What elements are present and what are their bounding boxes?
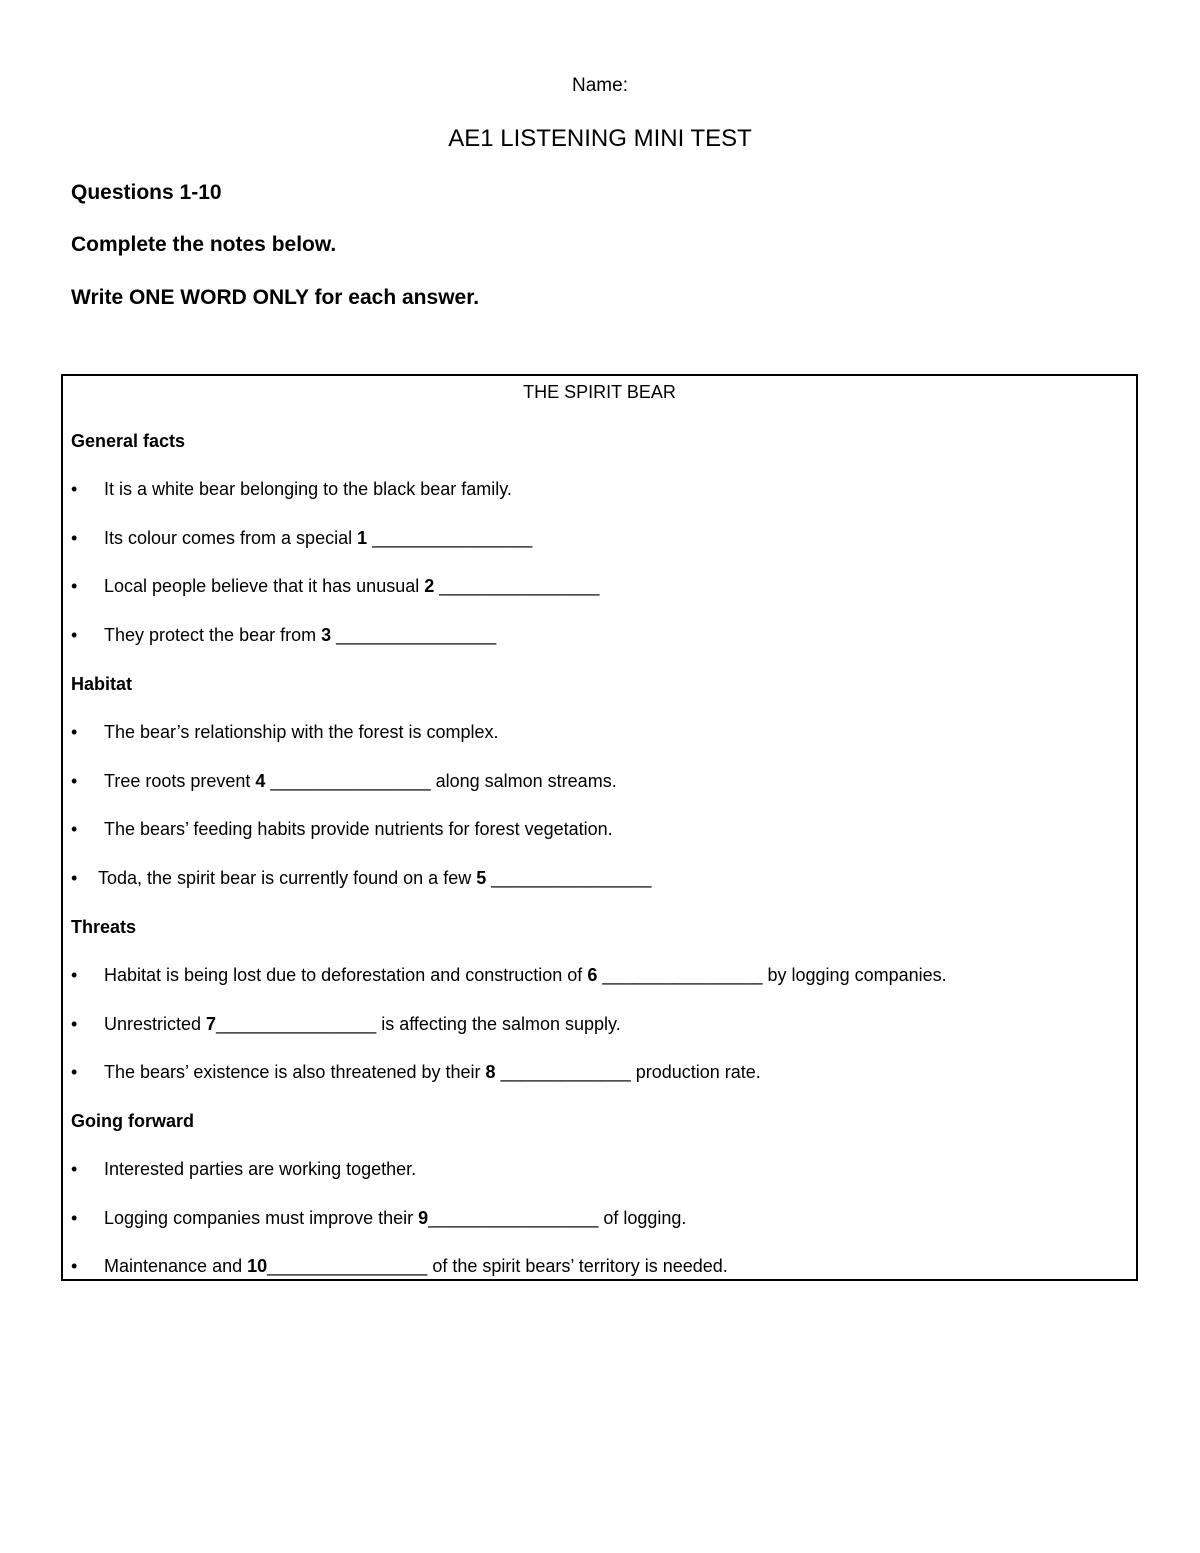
section-heading-going-forward: Going forward	[71, 1111, 194, 1131]
question-8-item	[71, 1061, 761, 1083]
question-text: Local people believe that it has unusual	[104, 576, 425, 596]
section-heading-habitat: Habitat	[71, 674, 133, 694]
question-7-item	[71, 1013, 621, 1035]
question-10-item	[71, 1255, 728, 1277]
answer-blank-3[interactable]: ________________	[331, 625, 497, 645]
question-text-after: is affecting the salmon supply.	[376, 1014, 621, 1034]
question-6-item	[71, 964, 947, 986]
section-heading-threats: Threats	[71, 917, 137, 937]
bullet-icon: •	[71, 965, 78, 985]
question-text: Maintenance and	[104, 1256, 248, 1276]
bullet-icon: •	[71, 479, 78, 499]
question-1-item	[71, 527, 532, 549]
note-item	[71, 818, 613, 840]
note-text: It is a white bear belonging to the black bear family.	[104, 479, 512, 499]
question-text-after: by logging companies.	[762, 965, 947, 985]
question-text: Habitat is being lost due to deforestation and construction of	[104, 965, 588, 985]
notes-title: THE SPIRIT BEAR	[523, 382, 676, 402]
instruction-complete-notes: Complete the notes below.	[71, 233, 337, 256]
note-text: The bears’ feeding habits provide nutrients for forest vegetation.	[104, 819, 613, 839]
bullet-icon: •	[71, 868, 78, 888]
question-text: Unrestricted	[104, 1014, 207, 1034]
question-number: 3	[321, 625, 332, 645]
question-text: Tree roots prevent	[104, 771, 256, 791]
answer-blank-5[interactable]: ________________	[486, 868, 652, 888]
question-number: 1	[357, 528, 368, 548]
answer-blank-10[interactable]: ________________	[267, 1256, 428, 1276]
question-text: Its colour comes from a special	[104, 528, 358, 548]
bullet-icon: •	[71, 1208, 78, 1228]
question-number: 4	[255, 771, 266, 791]
question-text-after: of logging.	[598, 1208, 687, 1228]
bullet-icon: •	[71, 576, 78, 596]
question-5-item	[71, 867, 651, 889]
question-3-item	[71, 624, 496, 646]
answer-blank-1[interactable]: ________________	[367, 528, 533, 548]
answer-blank-4[interactable]: ________________	[265, 771, 431, 791]
bullet-icon: •	[71, 722, 78, 742]
note-item	[71, 1158, 416, 1180]
answer-blank-9[interactable]: _________________	[428, 1208, 599, 1228]
name-field-label: Name:	[572, 75, 628, 96]
question-number: 9	[418, 1208, 429, 1228]
question-text-after: of the spirit bears’ territory is needed.	[427, 1256, 728, 1276]
note-text: Interested parties are working together.	[104, 1159, 417, 1179]
question-number: 6	[587, 965, 598, 985]
bullet-icon: •	[71, 771, 78, 791]
bullet-icon: •	[71, 1159, 78, 1179]
note-text: The bear’s relationship with the forest is complex.	[104, 722, 499, 742]
question-text: They protect the bear from	[104, 625, 322, 645]
answer-blank-2[interactable]: ________________	[434, 576, 600, 596]
question-text-after: along salmon streams.	[430, 771, 617, 791]
instruction-word-limit: Write ONE WORD ONLY for each answer.	[71, 286, 480, 309]
question-text: Toda, the spirit bear is currently found on a few	[98, 868, 477, 888]
bullet-icon: •	[71, 819, 78, 839]
answer-blank-7[interactable]: ________________	[216, 1014, 377, 1034]
bullet-icon: •	[71, 1256, 78, 1276]
page-title: AE1 LISTENING MINI TEST	[448, 125, 752, 152]
question-number: 2	[424, 576, 435, 596]
answer-blank-6[interactable]: ________________	[597, 965, 763, 985]
answer-blank-8[interactable]: _____________	[495, 1062, 631, 1082]
question-number: 8	[485, 1062, 496, 1082]
bullet-icon: •	[71, 1062, 78, 1082]
question-text-after: production rate.	[630, 1062, 761, 1082]
section-heading-general-facts: General facts	[71, 431, 186, 451]
note-item	[71, 478, 512, 500]
questions-range: Questions 1-10	[71, 181, 222, 204]
question-text: Logging companies must improve their	[104, 1208, 419, 1228]
question-text: The bears’ existence is also threatened by their	[104, 1062, 486, 1082]
note-item	[71, 721, 499, 743]
bullet-icon: •	[71, 625, 78, 645]
question-number: 10	[247, 1256, 268, 1276]
question-4-item	[71, 770, 617, 792]
question-2-item	[71, 575, 599, 597]
bullet-icon: •	[71, 1014, 78, 1034]
question-number: 7	[206, 1014, 217, 1034]
question-number: 5	[476, 868, 487, 888]
question-9-item	[71, 1207, 686, 1229]
bullet-icon: •	[71, 528, 78, 548]
